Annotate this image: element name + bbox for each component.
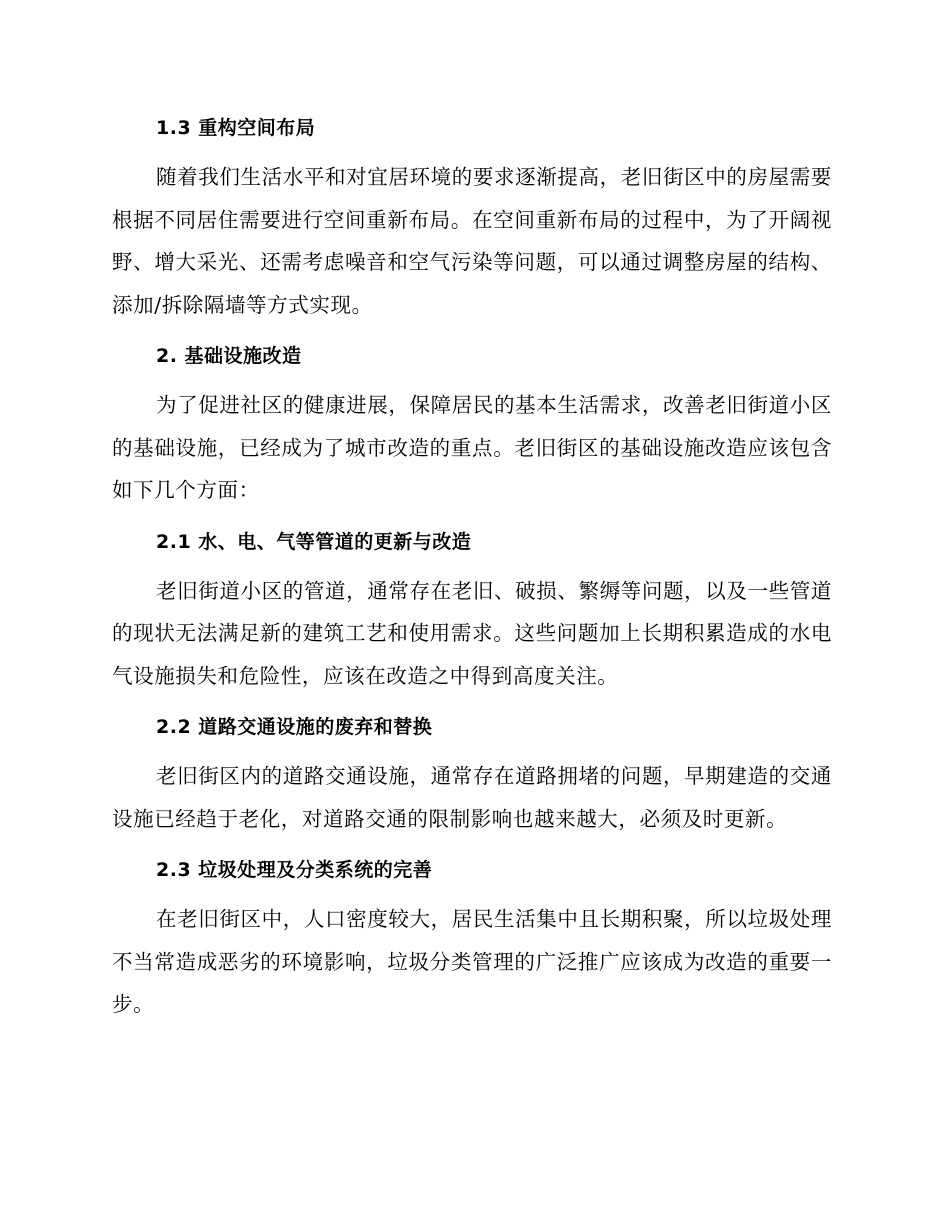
section-heading: 1.3 重构空间布局 [156, 117, 316, 139]
section-heading: 2.2 道路交通设施的废弃和替换 [156, 716, 433, 738]
document-body [112, 106, 832, 1034]
section-paragraph: 老旧街道小区的管道，通常存在老旧、破损、繁缛等问题，以及一些管道的现状无法满足新的建筑工艺和使用需求。这些问题加上长期积累造成的水电气设施损失和危险性，应该在改造之中得到高度关注。 [112, 578, 832, 688]
section-paragraph: 为了促进社区的健康进展，保障居民的基本生活需求，改善老旧街道小区的基础设施，已经成为了城市改造的重点。老旧街区的基础设施改造应该包含如下几个方面： [112, 393, 832, 502]
section-paragraph: 随着我们生活水平和对宜居环境的要求逐渐提高，老旧街区中的房屋需要根据不同居住需要进行空间重新布局。在空间重新布局的过程中，为了开阔视野、增大采光、还需考虑噪音和空气污染等问题，可以通过调整房屋的结构、添加/拆除隔墙等方式实现。 [112, 165, 832, 317]
section-paragraph: 在老旧街区中，人口密度较大，居民生活集中且长期积聚，所以垃圾处理不当常造成恶劣的环境影响，垃圾分类管理的广泛推广应该成为改造的重要一步。 [112, 907, 832, 1016]
section-heading: 2.3 垃圾处理及分类系统的完善 [156, 859, 433, 881]
section-paragraph: 老旧街区内的道路交通设施，通常存在道路拥堵的问题，早期建造的交通设施已经趋于老化，对道路交通的限制影响也越来越大，必须及时更新。 [112, 764, 832, 831]
section-heading: 2.1 水、电、气等管道的更新与改造 [156, 530, 472, 553]
section-heading: 2. 基础设施改造 [156, 345, 302, 367]
